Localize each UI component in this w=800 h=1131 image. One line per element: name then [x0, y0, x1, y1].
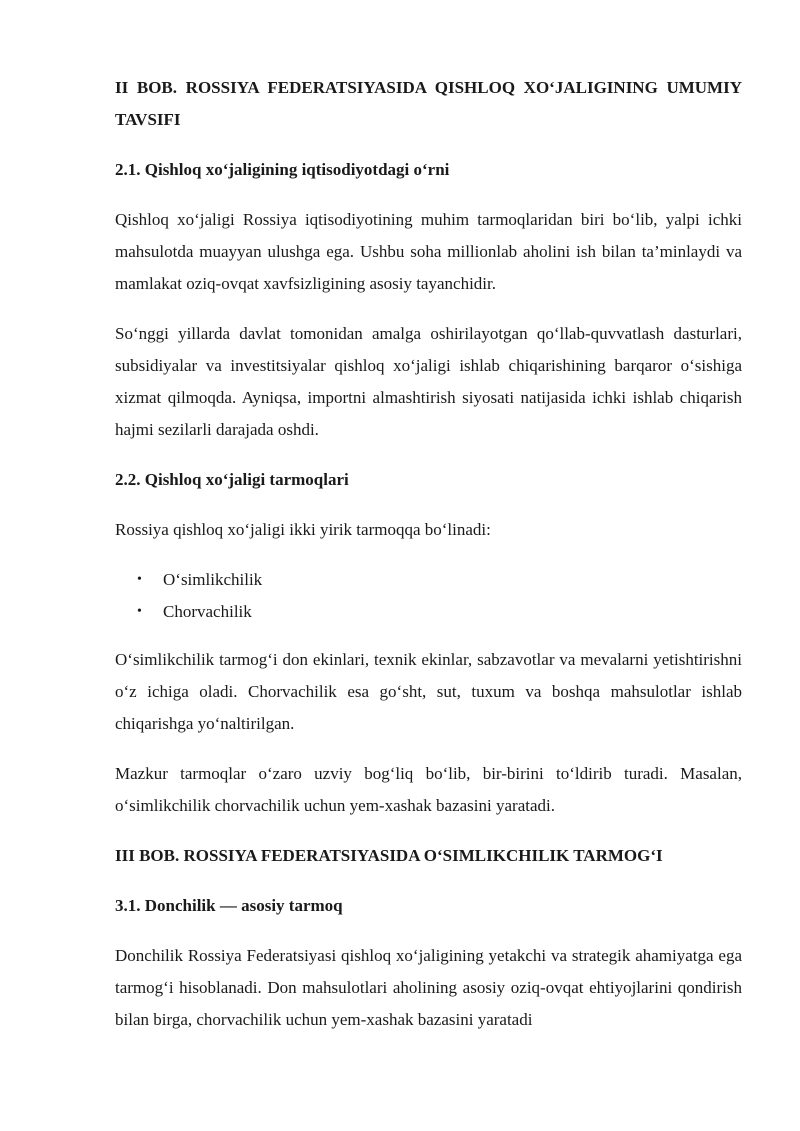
- chapter-3-title: III BOB. ROSSIYA FEDERATSIYASIDA O‘SIMLIKCHILIK TARMOG‘I: [115, 846, 663, 865]
- list-item: [137, 596, 742, 628]
- section-3-1-heading: 3.1. Donchilik — asosiy tarmoq: [115, 896, 343, 915]
- branches-list: [115, 564, 742, 628]
- section-2-2-paragraph-1: O‘simlikchilik tarmog‘i don ekinlari, texnik ekinlar, sabzavotlar va mevalarni yetishtirishni o‘z ichiga oladi. Chorvachilik esa go‘sht, sut, tuxum va boshqa mahsulotlar ishlab chiqarishga yo‘naltirilgan.: [115, 650, 742, 733]
- bullet-icon: •: [137, 572, 142, 587]
- section-3-1-paragraph-1: Donchilik Rossiya Federatsiyasi qishloq xo‘jaligining yetakchi va strategik ahamiyatga ega tarmog‘i hisoblanadi. Don mahsulotlari aholining asosiy oziq-ovqat ehtiyojlarini qondirish bilan birga, chorvachilik uchun yem-xashak bazasini yaratadi: [115, 946, 742, 1029]
- list-item: [137, 564, 742, 596]
- list-item-text: O‘simlikchilik: [163, 570, 263, 589]
- section-2-2-intro: Rossiya qishloq xo‘jaligi ikki yirik tarmoqqa bo‘linadi:: [115, 520, 491, 539]
- section-2-1-paragraph-1: Qishloq xo‘jaligi Rossiya iqtisodiyotining muhim tarmoqlaridan biri bo‘lib, yalpi ichki mahsulotda muayyan ulushga ega. Ushbu soha millionlab aholini ish bilan ta’minlaydi va mamlakat oziq-ovqat xavfsizligining asosiy tayanchidir.: [115, 210, 742, 293]
- list-item-text: Chorvachilik: [163, 602, 252, 621]
- section-2-1-paragraph-2: So‘nggi yillarda davlat tomonidan amalga oshirilayotgan qo‘llab-quvvatlash dasturlari, subsidiyalar va investitsiyalar qishloq xo‘jaligi ishlab chiqarishining barqaror o‘sishiga xizmat qilmoqda. Ayniqsa, importni almashtirish siyosati natijasida ichki ishlab chiqarish hajmi sezilarli darajada oshdi.: [115, 324, 742, 439]
- bullet-icon: •: [137, 604, 142, 619]
- section-2-1-heading: 2.1. Qishloq xo‘jaligining iqtisodiyotdagi o‘rni: [115, 160, 450, 179]
- section-2-2-paragraph-2: Mazkur tarmoqlar o‘zaro uzviy bog‘liq bo‘lib, bir-birini to‘ldirib turadi. Masalan, o‘simlikchilik chorvachilik uchun yem-xashak bazasini yaratadi.: [115, 764, 742, 815]
- chapter-2-title: II BOB. ROSSIYA FEDERATSIYASIDA QISHLOQ XO‘JALIGINING UMUMIY TAVSIFI: [115, 78, 742, 129]
- section-2-2-heading: 2.2. Qishloq xo‘jaligi tarmoqlari: [115, 470, 349, 489]
